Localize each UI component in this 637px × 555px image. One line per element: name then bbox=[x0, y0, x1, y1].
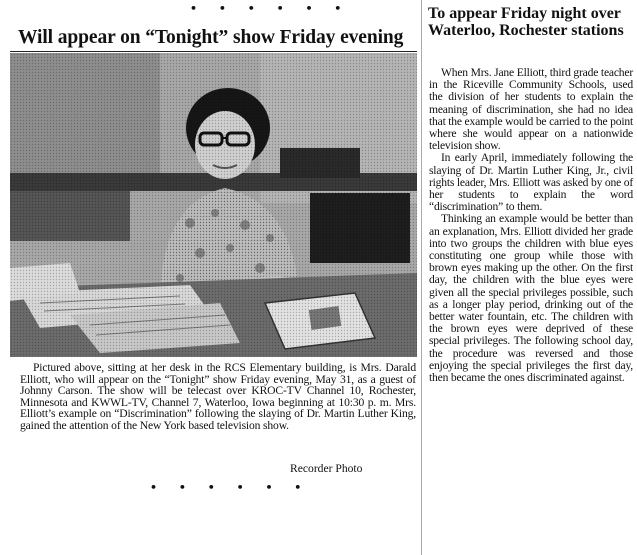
left-headline: Will appear on “Tonight” show Friday evening bbox=[18, 27, 404, 48]
photo-caption bbox=[20, 362, 416, 432]
article-paragraph: Thinking an example would be better than an explanation, Mrs. Elliott divided her grade into two groups the children with blue eyes constituting one group while those with brown eyes making up the other. On the first day, the children with the blue eyes were given all the special privileges possible, such as a longer play period, drinking out of the better water fountain, etc. The children with the brown eyes were deprived of these special privileges. The following school day, the procedure was reversed and those enjoying the special privileges the first day, then became the ones discriminated against. bbox=[429, 212, 633, 385]
top-ornament-dots: • • • • • • bbox=[190, 2, 351, 15]
photo-credit: Recorder Photo bbox=[290, 462, 363, 475]
article-paragraph: When Mrs. Jane Elliott, third grade teacher in the Riceville Community Schools, used the division of her students to explain the meaning of discrimination, she had no idea that the example would be carried to the point where she would appear on a nationwide television show. bbox=[429, 66, 633, 153]
article-paragraph: In early April, immediately following the slaying of Dr. Martin Luther King, Jr., civil rights leader, Mrs. Elliott was asked by one of her students to explain the word “discrimination” to them. bbox=[429, 151, 633, 214]
right-article-body bbox=[429, 67, 633, 384]
right-headline: To appear Friday night over Waterloo, Rochester stations bbox=[428, 5, 624, 39]
bottom-ornament-dots: • • • • • • bbox=[150, 481, 311, 494]
headline-rule bbox=[10, 51, 417, 52]
news-photo bbox=[10, 53, 417, 357]
caption-text: Pictured above, sitting at her desk in the RCS Elementary building, is Mrs. Darald Elliott, who will appear on the “Tonight” show Friday evening, May 31, as a guest of Johnny Carson. The show will be telecast over KROC-TV Channel 10, Rochester, Minnesota and KWWL-TV, Channel 7, Waterloo, Iowa beginning at 10:30 p. m. Mrs. Elliott’s example on “Discrimination” following the slaying of Dr. Martin Luther King, gained the attention of the New York based television show. bbox=[20, 361, 416, 432]
column-divider bbox=[421, 0, 422, 555]
